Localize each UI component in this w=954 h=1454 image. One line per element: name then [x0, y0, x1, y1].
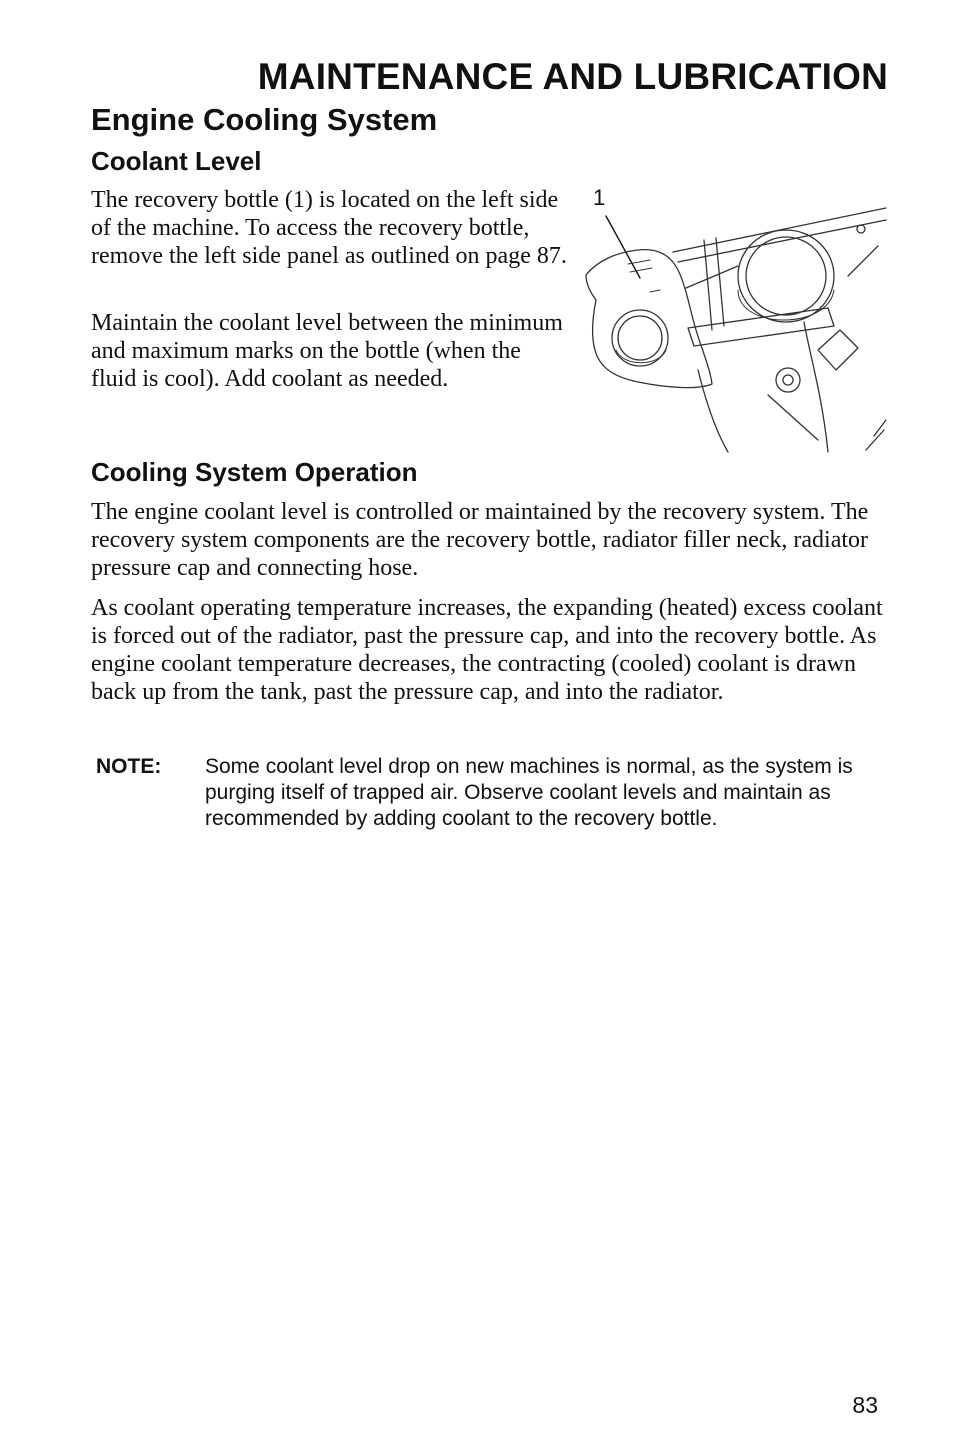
recovery-bottle-illustration: [578, 180, 888, 455]
note-text: Some coolant level drop on new machines is normal, as the system is purging itself of trapped air. Observe coolant levels and maintain as recommended by adding coolant to the recovery bottle.: [205, 755, 853, 830]
page-header-title: MAINTENANCE AND LUBRICATION: [257, 56, 888, 97]
cooling-operation-paragraph-1: The engine coolant level is controlled or maintained by the recovery system. The recovery system components are the recovery bottle, radiator filler neck, radiator pressure cap and connecting hose.: [91, 499, 869, 581]
note-label: NOTE:: [96, 755, 162, 778]
coolant-level-paragraph-2: Maintain the coolant level between the minimum and maximum marks on the bottle (when the fluid is cool). Add coolant as needed.: [91, 310, 563, 392]
page-number: 83: [852, 1392, 878, 1418]
cooling-operation-heading: Cooling System Operation: [91, 457, 418, 487]
cooling-operation-paragraph-2: As coolant operating temperature increases, the expanding (heated) excess coolant is forced out of the radiator, past the pressure cap, and into the recovery bottle. As engine coolant temperature decreases, the contracting (cooled) coolant is drawn back up from the tank, past the pressure cap, and into the radiator.: [91, 595, 883, 705]
coolant-level-paragraph-1: The recovery bottle (1) is located on the left side of the machine. To access the recovery bottle, remove the left side panel as outlined on page 87.: [91, 187, 567, 269]
figure-callout-number: 1: [593, 185, 606, 210]
section-title: Engine Cooling System: [91, 102, 438, 137]
coolant-level-heading: Coolant Level: [91, 146, 262, 176]
